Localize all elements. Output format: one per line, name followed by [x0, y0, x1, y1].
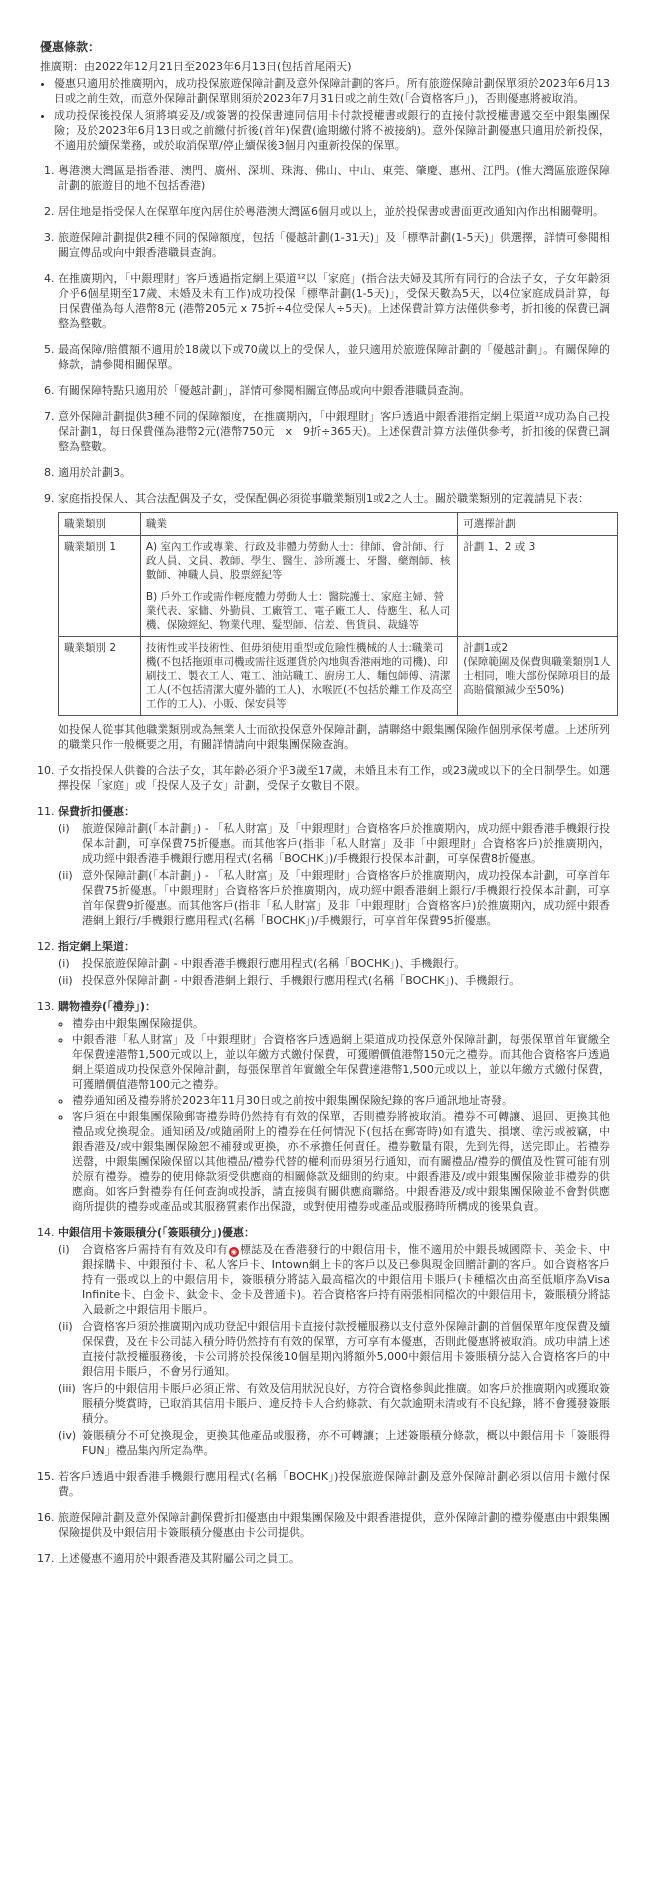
sub-item: (i) 投保旅遊保障計劃 - 中銀香港手機銀行應用程式(名稱「BOCHK」)、手機銀行。	[58, 957, 466, 970]
term-heading: 13. 購物禮券(「禮券」)：	[58, 1000, 157, 1013]
table-header: 職業類別	[59, 513, 141, 536]
term-heading: 12. 指定網上渠道：	[58, 940, 135, 953]
list-item: ◦ 禮券通知函及禮券將於2023年11月30日或之前按中銀集團保險紀錄的客戶通訊地址寄發。	[72, 1093, 610, 1108]
circle-logo-icon: ◉	[230, 1248, 237, 1256]
table-header: 可選擇計劃	[458, 513, 618, 536]
list-item: ◦ 客戶須在中銀集團保險郵寄禮券時仍然持有有效的保單，否則禮券將被取消。禮券不可轉讓、退回、更換其他禮品或兌換現金。通知函及/或隨函附上的禮券在任何情況下(包括在郵寄時)如有遺失、損壞、塗污或被竊，中銀香港及/或中銀集團保險恕不補發或更換，亦不承擔任何責任。禮券數量有限，先到先得，送完即止。若禮券送罄，中銀集團保險保留以其他禮品/禮券代替的權利而毋須另行通知，而有關禮品/禮券的價值及性質可能有別於原有禮券。禮券的使用條款須受供應商的相關條款及細則的約束。中銀香港及/或中銀集團保險並非禮券的供應商。如客戶對禮券有任何查詢或投訴，請直接與有關供應商聯絡。中銀香港及/或中銀集團保險並不會對供應商所提供的禮券或產品或其服務質素作出保證，或對使用禮券或產品或服務時所構成的後果負責。	[72, 1109, 610, 1214]
table-cell-plan: 計劃 1、2 或 3	[458, 536, 618, 637]
occupation-group: B) 戶外工作或需作輕度體力勞動人士：醫院護士、家庭主婦、營業代表、家傭、外勤員、工廠管工、電子廠工人、侍應生、私人司機、保險經紀、物業代理、髮型師、信差、售貨員、裁縫等	[145, 591, 451, 631]
occupation-group: 技術性或半技術性、但毋須使用重型或危險性機械的人士:職業司機(不包括拖頭車司機或需往返運貨於內地與香港兩地的司機)、印刷技工、製衣工人、電工、油站職工、廚房工人、麵包師傅、清潔工人(不包括清潔大廈外牆的工人)、水喉匠(不包括於離工作及高空工作的工人)、小販、保安員等	[145, 642, 453, 710]
term-item: 17. 上述優惠不適用於中銀香港及其附屬公司之員工。	[58, 1551, 610, 1566]
document-title: 優惠條款：	[40, 40, 101, 54]
sub-item: (iii) 客戶的中銀信用卡賬戶必須正常、有效及信用狀況良好，方符合資格參與此推廣。如客戶於推廣期內或獲取簽賬積分獎賞時，已取消其信用卡賬戶、違反持卡人合約條款、有欠款逾期未清或有不良紀錄，將不會獲發簽賬積分。	[58, 1382, 610, 1425]
table-cell-occupation	[140, 536, 457, 637]
term-heading: 14. 中銀信用卡簽賬積分(「簽賬積分」)優惠：	[58, 1226, 256, 1239]
sub-list	[58, 821, 610, 928]
promotion-period: 推廣期：由2022年12月21日至2023年6月13日(包括首尾兩天)	[40, 60, 352, 73]
table-header: 職業	[140, 513, 457, 536]
table-cell-plan: 計劃1或2 (保障範圍及保費與職業類別1人士相同，唯大部份保障項目的最高賠償額減少至50%)	[458, 637, 618, 716]
term-item-occupation	[58, 491, 610, 752]
sub-item: (ii) 合資格客戶須於推廣期內成功登記中銀信用卡直接付款授權服務以支付意外保障計劃的首個保單年度保費及續保保費，及在卡公司誌入積分時仍然持有有效的保單，方可享有本優惠，否則此優惠將被取消。成功申請上述直接付款授權服務後，卡公司將於投保後10個星期內將額外5,000中銀信用卡簽賬積分誌入合資格客戶的中銀信用卡賬戶，不會另行通知。	[58, 1320, 610, 1378]
table-row	[59, 637, 618, 716]
voucher-list	[58, 1016, 610, 1214]
term-item: 3. 旅遊保障計劃提供2種不同的保障額度，包括「優越計劃(1-31天)」及「標準計劃(1-5天)」供選擇，詳情可參閱相關宣傳品或向中銀香港職員查詢。	[58, 230, 610, 260]
table-cell-category: 職業類別 1	[59, 536, 141, 637]
bullet-item: • 優惠只適用於推廣期內，成功投保旅遊保障計劃及意外保障計劃的客戶。所有旅遊保障計劃保單須於2023年6月13日或之前生效，而意外保障計劃保單則須於2023年7月31日或之前生效(「合資格客戶」)，否則優惠將被取消。	[54, 76, 610, 106]
sub-item: (ii) 意外保障計劃(「本計劃」) - 「私人財富」及「中銀理財」合資格客戶於推廣期內，成功投保本計劃，可享首年保費75折優惠。「中銀理財」合資格客戶於推廣期內，成功經中銀香港網上銀行/手機銀行投保本計劃，可享首年保費9折優惠。而其他客戶(指非「私人財富」及非「中銀理財」合資格客戶)於推廣期內，成功經中銀香港網上銀行/手機銀行應用程式(名稱「BOCHK」)/手機銀行，可享首年保費95折優惠。	[58, 869, 610, 927]
occupation-table	[58, 512, 618, 716]
term-item: 7. 意外保障計劃提供3種不同的保障額度，在推廣期內，「中銀理財」客戶透過中銀香港指定網上渠道¹²成功為自己投保計劃1，每日保費僅為港幣2元(港幣750元 x 9折÷365天)。上述保費計算方法僅供參考，折扣後的保費已調整為整數。	[58, 409, 610, 454]
sub-item: (i) 旅遊保障計劃(「本計劃」) - 「私人財富」及「中銀理財」合資格客戶於推廣期內，成功經中銀香港手機銀行投保本計劃，可享保費75折優惠。而其他客戶(指非「私人財富」及非「中銀理財」合資格客戶)於推廣期內，成功經中銀香港手機銀行應用程式(名稱「BOCHK」)/手機銀行投保本計劃，可享保費8折優惠。	[58, 822, 610, 865]
term-item: 4. 在推廣期內，「中銀理財」客戶透過指定網上渠道¹²以「家庭」(指合法夫婦及其所有同行的合法子女，子女年齡須介乎6個星期至17歲、未婚及未有工作)成功投保「標準計劃(1-5天)」，受保天數為5天，以4位家庭成員計算，每日保費僅為每人港幣8元 (港幣205元 x 75折÷4位受保人÷5天)。上述保費計算方法僅供參考，折扣後的保費已調整為整數。	[58, 271, 610, 331]
term-item-points	[58, 1225, 610, 1458]
term-item: 1. 粵港澳大灣區是指香港、澳門、廣州、深圳、珠海、佛山、中山、東莞、肇慶、惠州、江門。(惟大灣區旅遊保障計劃的旅遊目的地不包括香港)	[58, 163, 610, 193]
table-cell-occupation	[140, 637, 457, 716]
table-row	[59, 536, 618, 637]
table-cell-category: 職業類別 2	[59, 637, 141, 716]
term-item-channels	[58, 939, 610, 988]
eligibility-bullets	[40, 76, 610, 153]
term-item: 10. 子女指投保人供養的合法子女，其年齡必須介乎3歲至17歲，未婚且未有工作，或23歲或以下的全日制學生。如選擇投保「家庭」或「投保人及子女」計劃，受保子女數目不限。	[58, 763, 610, 793]
term-heading: 11. 保費折扣優惠：	[58, 805, 135, 818]
sub-item: (i) 合資格客戶需持有有效及印有 ◉ 標誌及在香港發行的中銀信用卡，惟不適用於中銀長城國際卡、美金卡、中銀採購卡、中銀預付卡、私人客戶卡、Intown網上卡的客戶以及已參與現金回贈計劃的客戶。如合資格客戶持有一張或以上的中銀信用卡，簽賬積分將誌入最高檔次的中銀信用卡賬戶(卡種檔次由高至低順序為Visa Infinite卡、白金卡、鈦金卡、金卡及普通卡)。若合資格客戶持有兩張相同檔次的中銀信用卡，簽賬積分將誌入最新之中銀信用卡賬戶。	[58, 1243, 610, 1316]
term-item: 8. 適用於計劃3。	[58, 465, 610, 480]
term-item: 2. 居住地是指受保人在保單年度內居住於粵港澳大灣區6個月或以上，並於投保書或書面更改通知內作出相關聲明。	[58, 204, 610, 219]
sub-item: (iv) 簽賬積分不可兌換現金，更換其他產品或服務，亦不可轉讓；上述簽賬積分條款，概以中銀信用卡「簽賬得FUN」禮品集內所定為準。	[58, 1429, 610, 1457]
sub-list	[58, 956, 610, 988]
term-item-discount	[58, 804, 610, 928]
sub-list	[58, 1242, 610, 1458]
term-item: 5. 最高保障/賠償額不適用於18歲以下或70歲以上的受保人，並只適用於旅遊保障計劃的「優越計劃」。有關保障的條款，請參閱相關保單。	[58, 342, 610, 372]
term-text: 9. 家庭指投保人、其合法配偶及子女，受保配偶必須從事職業類別1或2之人士。關於職業類別的定義請見下表：	[58, 492, 589, 505]
table-header-row	[59, 513, 618, 536]
sub-item: (ii) 投保意外保障計劃 - 中銀香港網上銀行、手機銀行應用程式(名稱「BOCHK」)、手機銀行。	[58, 974, 521, 987]
list-item: ◦ 中銀香港「私人財富」及「中銀理財」合資格客戶透過網上渠道成功投保意外保障計劃，每張保單首年實繳全年保費達港幣1,500元或以上，並以年繳方式繳付保費，可獲贈價值港幣150元之禮券。而其他合資格客戶透過網上渠道成功投保意外保障計劃，每張保單首年實繳全年保費達港幣1,500元或以上，並以年繳方式繳付保費，可獲贈價值港幣100元之禮券。	[72, 1032, 610, 1092]
term-item: 16. 旅遊保障計劃及意外保障計劃保費折扣優惠由中銀集團保險及中銀香港提供，意外保障計劃的禮券優惠由中銀集團保險提供及中銀信用卡簽賬積分優惠由卡公司提供。	[58, 1510, 610, 1540]
list-item: ◦ 禮券由中銀集團保險提供。	[72, 1016, 610, 1031]
term-item: 15. 若客戶透過中銀香港手機銀行應用程式(名稱「BOCHK」)投保旅遊保障計劃及意外保障計劃必須以信用卡繳付保費。	[58, 1469, 610, 1499]
table-note: 如投保人從事其他職業類別或為無業人士而欲投保意外保障計劃，請聯絡中銀集團保險作個別承保考慮。上述所列的職業只作一般概要之用，有關詳情請向中銀集團保險查詢。	[58, 723, 610, 751]
occupation-group: A) 室內工作或專業、行政及非體力勞動人士：律師、會計師、行政人員、文員、教師、學生、醫生、診所護士、牙醫、藥劑師、核數師、神職人員、股票經紀等	[145, 541, 451, 581]
bullet-item: • 成功投保後投保人須將填妥及/或簽署的投保書連同信用卡付款授權書或銀行的直接付款授權書遞交至中銀集團保險；及於2023年6月13日或之前繳付折後(首年)保費(逾期繳付將不被接納)。意外保障計劃優惠只適用於新投保，不適用於續保業務，或於取消保單/停止續保後3個月內重新投保的保單。	[54, 108, 610, 153]
term-item: 6. 有關保障特點只適用於「優越計劃」，詳情可參閱相關宣傳品或向中銀香港職員查詢。	[58, 383, 610, 398]
term-item-vouchers	[58, 999, 610, 1214]
terms-list	[40, 163, 610, 1566]
